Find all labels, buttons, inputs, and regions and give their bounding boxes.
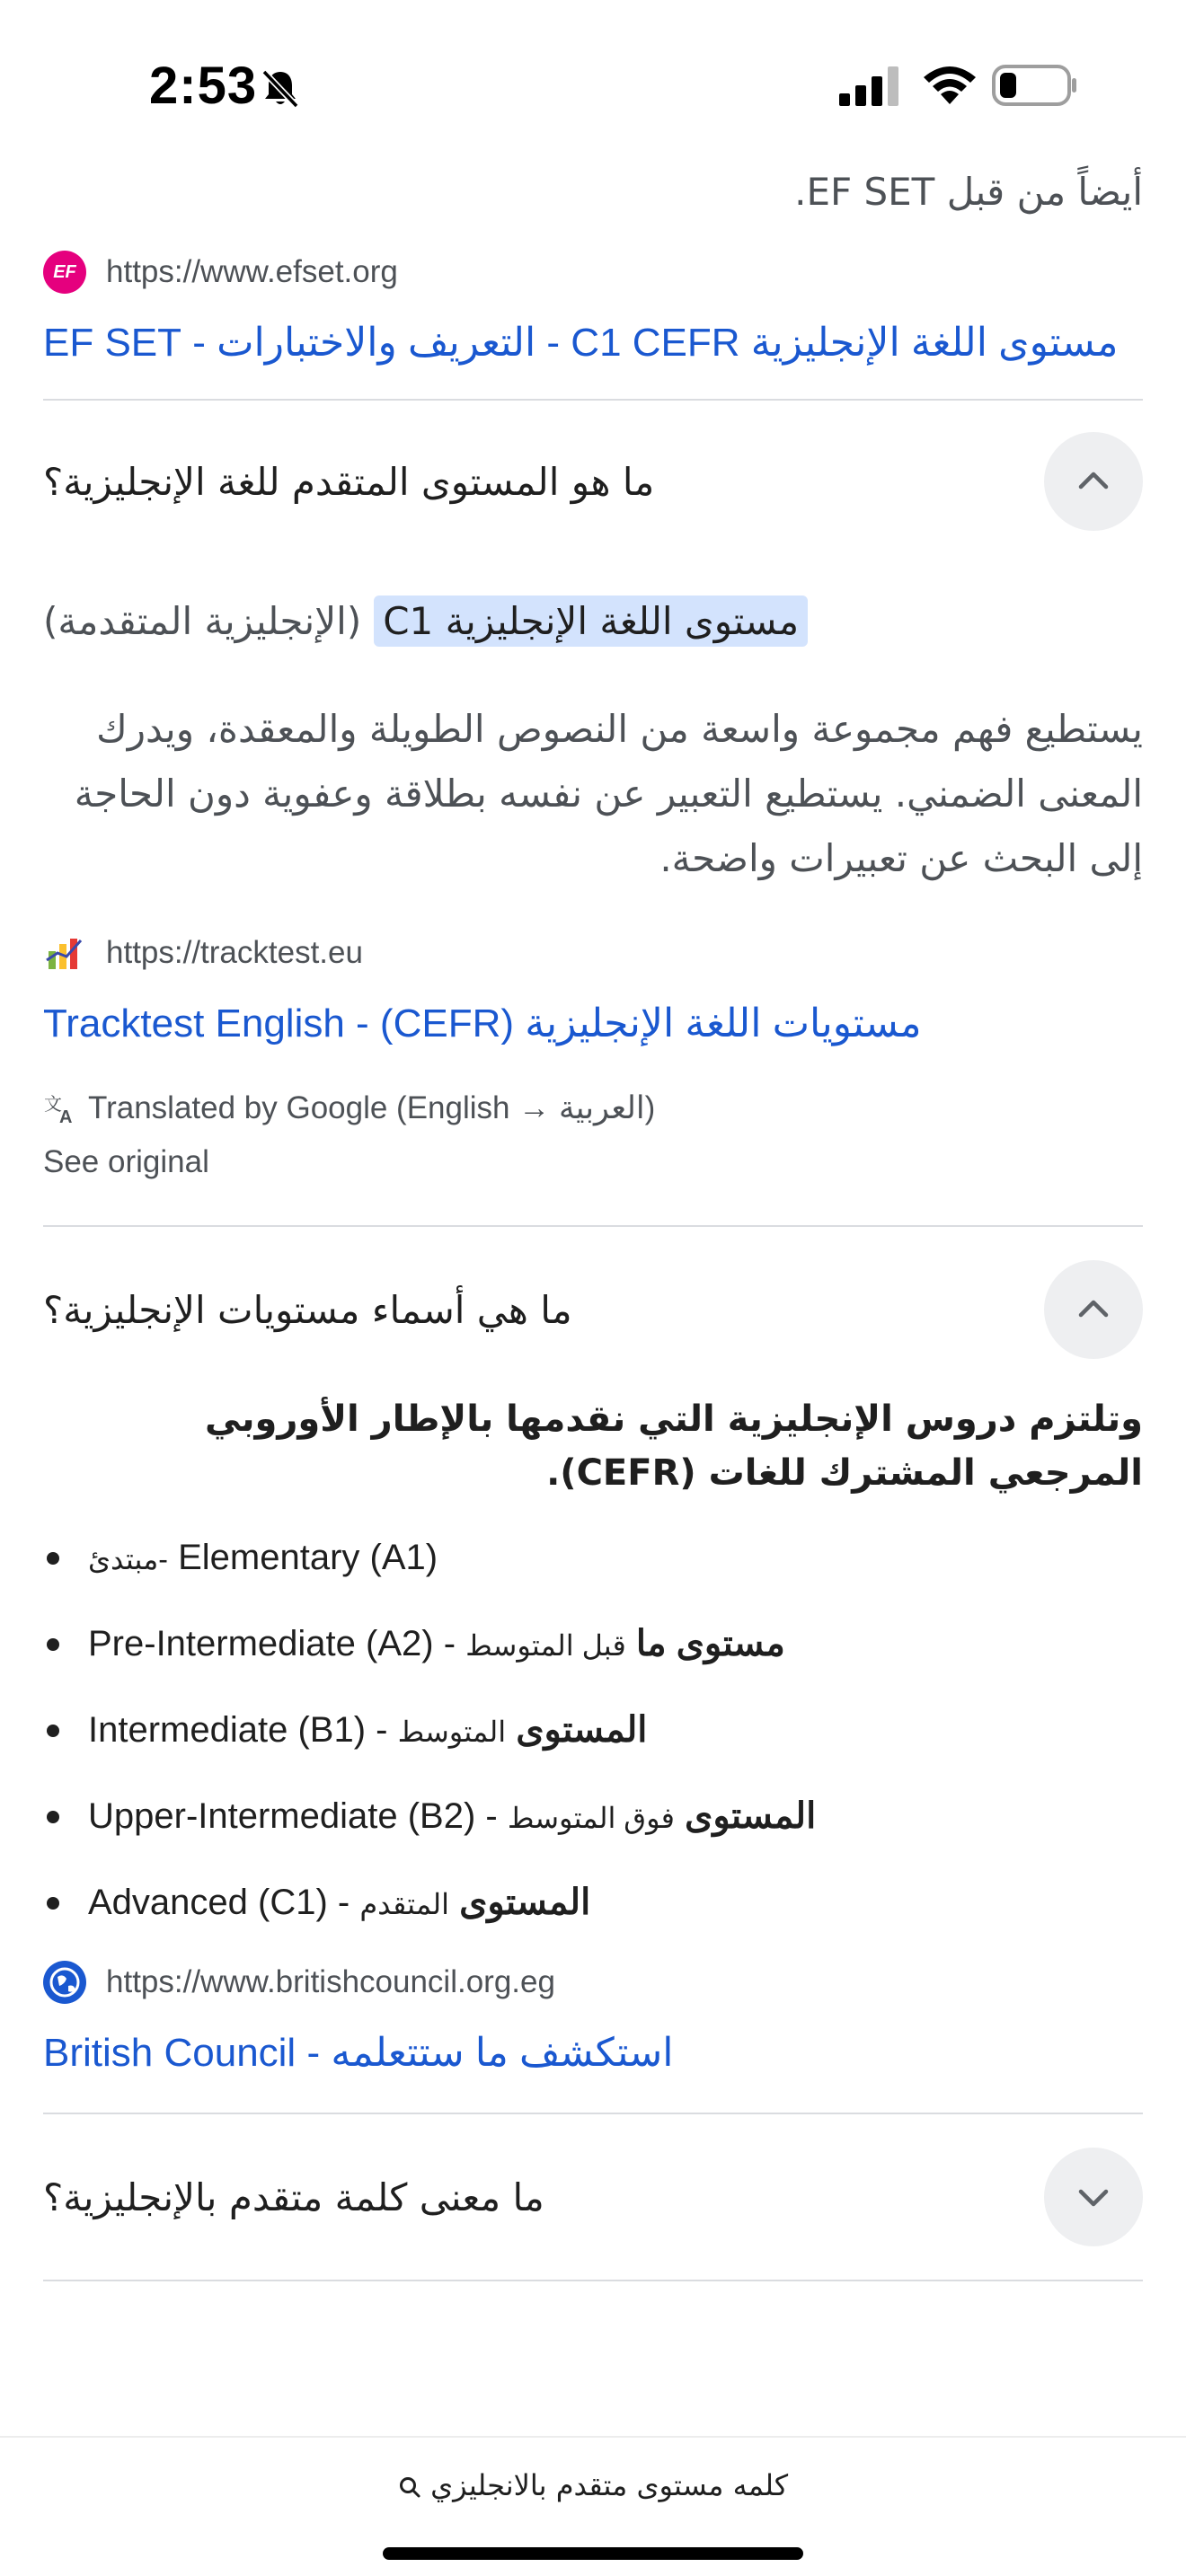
tracktest-favicon-icon — [43, 931, 86, 975]
search-icon — [398, 2475, 421, 2499]
battery-icon — [992, 63, 1078, 108]
expand-button[interactable] — [1044, 2148, 1143, 2246]
faq-question-text: ما هو المستوى المتقدم للغة الإنجليزية؟ — [43, 459, 655, 504]
divider — [43, 2280, 1143, 2281]
globe-icon — [43, 1961, 86, 2004]
bell-muted-icon — [259, 66, 302, 110]
efset-favicon-icon: EF — [43, 251, 86, 294]
faq-question-1[interactable] — [43, 401, 1143, 562]
status-time: 2:53 — [149, 57, 258, 115]
result-url: https://tracktest.eu — [106, 935, 363, 970]
result-title-link[interactable]: مستويات اللغة الإنجليزية (CEFR) - Tracktest English — [43, 1001, 922, 1045]
chevron-up-icon — [1074, 1290, 1113, 1329]
status-bar — [0, 0, 1186, 171]
list-item: Intermediate (B1) - المستوى المتوسط — [43, 1687, 1143, 1773]
faq-question-text: ما معنى كلمة متقدم بالإنجليزية؟ — [43, 2175, 544, 2219]
answer-heading-rest: (الإنجليزية المتقدمة) — [43, 598, 362, 643]
levels-list — [43, 1514, 1143, 1945]
answer-heading — [43, 580, 1143, 661]
search-query: كلمه مستوى متقدم بالانجليزي — [430, 2468, 789, 2502]
chevron-down-icon — [1074, 2177, 1113, 2217]
list-item: Pre-Intermediate (A2) - مستوى ما قبل المتوسط — [43, 1601, 1143, 1687]
list-item: Advanced (C1) - المستوى المتقدم — [43, 1859, 1143, 1945]
cellular-signal-icon — [839, 66, 902, 106]
home-indicator[interactable] — [383, 2547, 803, 2560]
bottom-search[interactable] — [0, 2468, 1186, 2502]
list-item: Upper-Intermediate (B2) - المستوى فوق المتوسط — [43, 1773, 1143, 1859]
svg-text:文: 文 — [44, 1095, 62, 1115]
snippet-text: أيضاً من قبل EF SET. — [794, 170, 1143, 214]
result-source[interactable] — [43, 243, 1143, 302]
result-url: https://www.efset.org — [106, 254, 398, 289]
list-item: مبتدئ- Elementary (A1) — [43, 1514, 1143, 1601]
translation-notice — [43, 1081, 1143, 1135]
result-title-link[interactable]: استكشف ما ستتعلمه - British Council — [43, 2031, 674, 2075]
answer-paragraph: يستطيع فهم مجموعة واسعة من النصوص الطويلة والمعقدة، ويدرك المعنى الضمني. يستطيع التعبير عن نفسه بطلاقة وعفوية دون الحاجة إلى البحث عن تعبيرات واضحة. — [74, 707, 1143, 880]
faq-question-3[interactable] — [43, 2114, 1143, 2280]
collapse-button[interactable] — [1044, 1260, 1143, 1359]
wifi-icon — [922, 63, 978, 106]
svg-text:A: A — [59, 1107, 73, 1126]
search-results — [43, 153, 1143, 2281]
result-title-link[interactable]: مستوى اللغة الإنجليزية C1 CEFR - التعريف والاختبارات - EF SET — [43, 321, 1119, 365]
result-source[interactable] — [43, 1953, 1143, 2012]
collapse-button[interactable] — [1044, 432, 1143, 531]
result-url: https://www.britishcouncil.org.eg — [106, 1964, 555, 1999]
translation-text: Translated by Google (English → العربية) — [88, 1090, 656, 1125]
answer-lead: وتلتزم دروس الإنجليزية التي نقدمها بالإطار الأوروبي المرجعي المشترك للغات (CEFR). — [205, 1398, 1143, 1494]
translate-icon — [43, 1090, 79, 1126]
answer-highlight: مستوى اللغة الإنجليزية C1 — [374, 595, 808, 647]
faq-question-2[interactable] — [43, 1227, 1143, 1392]
bottom-search-bar[interactable] — [0, 2436, 1186, 2576]
see-original-link[interactable]: See original — [43, 1144, 209, 1179]
faq-question-text: ما هي أسماء مستويات الإنجليزية؟ — [43, 1287, 572, 1332]
result-source[interactable] — [43, 923, 1143, 983]
chevron-up-icon — [1074, 462, 1113, 501]
